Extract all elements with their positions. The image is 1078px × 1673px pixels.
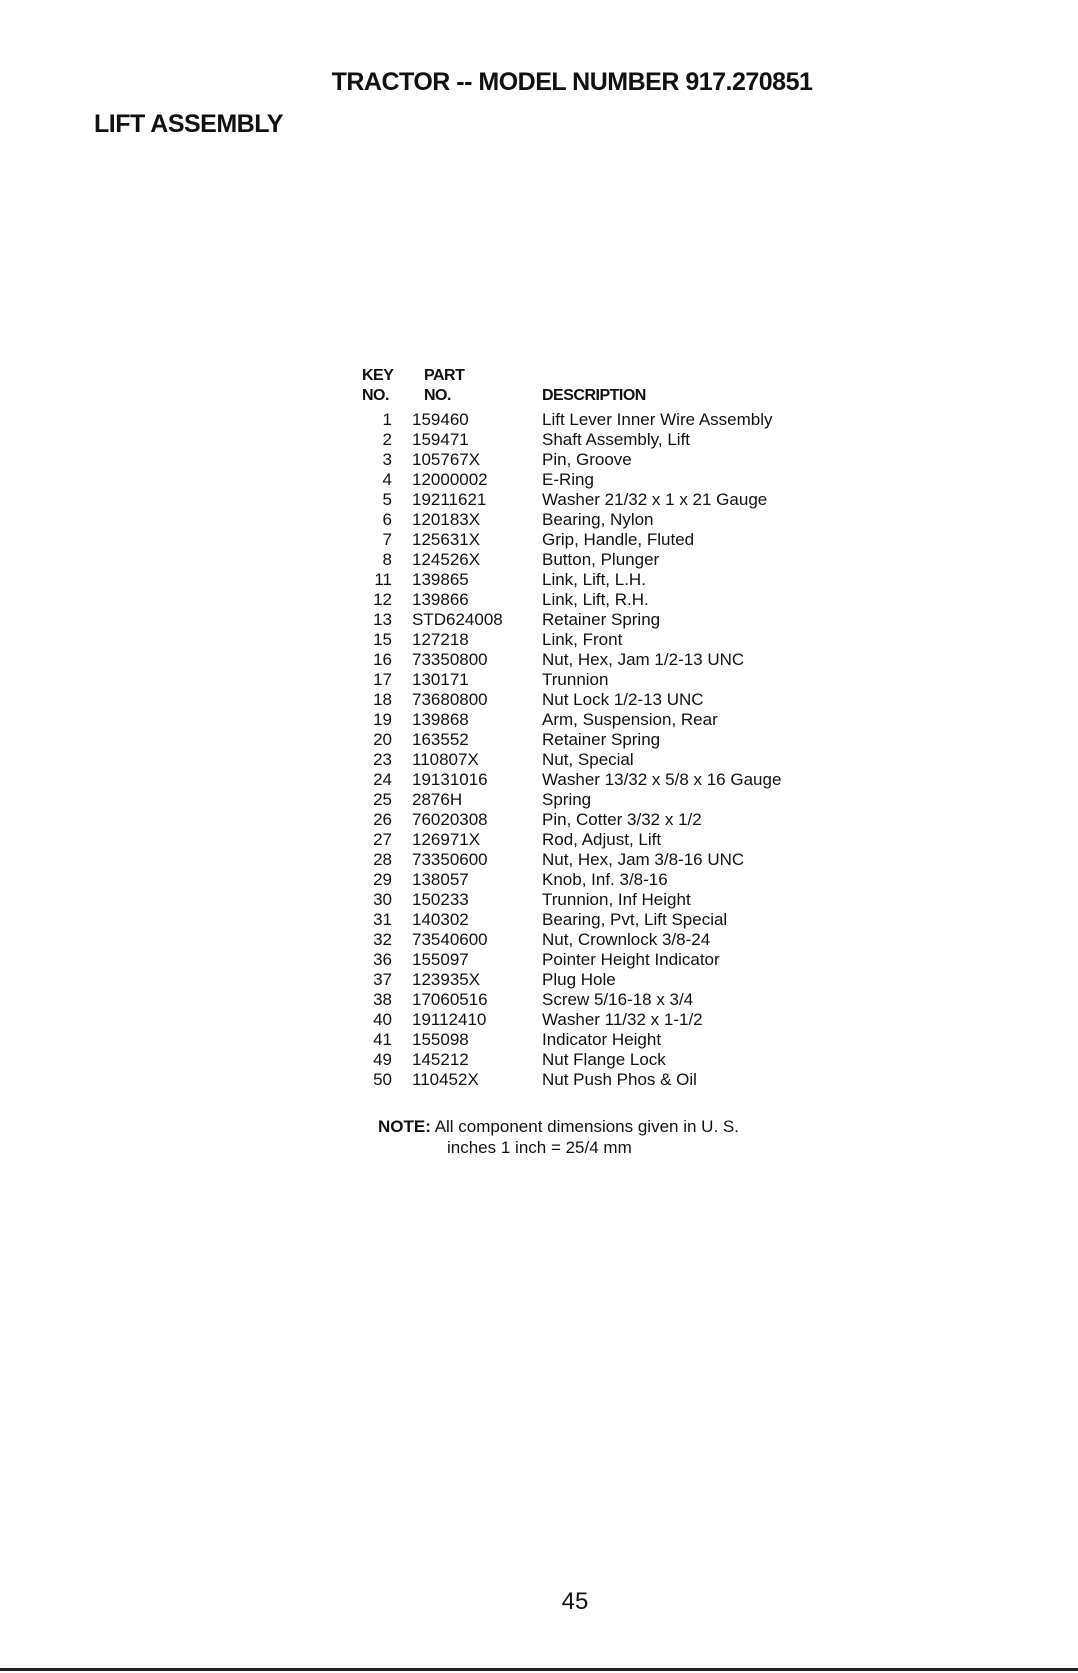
part-number: 163552: [412, 730, 469, 749]
part-number: 139865: [412, 570, 469, 589]
part-number: 19131016: [412, 770, 488, 789]
part-number: 150233: [412, 890, 469, 909]
key-number: 26: [373, 810, 392, 829]
part-number: 110807X: [412, 750, 479, 769]
key-number: 3: [382, 450, 392, 469]
dimensions-note: [378, 1116, 739, 1158]
key-number: 4: [382, 470, 392, 489]
key-number: 37: [373, 970, 392, 989]
part-description: Nut, Hex, Jam 1/2-13 UNC: [542, 650, 745, 669]
part-description: Link, Lift, L.H.: [542, 570, 646, 589]
key-number: 20: [373, 730, 392, 749]
part-description: Nut Flange Lock: [542, 1050, 666, 1069]
key-number: 17: [373, 670, 392, 689]
key-number: 2: [382, 430, 392, 449]
part-number: 120183X: [412, 510, 481, 529]
key-number: 25: [373, 790, 392, 809]
part-description: Indicator Height: [542, 1030, 662, 1049]
part-description: Trunnion: [542, 670, 609, 689]
part-description: Bearing, Pvt, Lift Special: [542, 910, 728, 929]
part-description: Pointer Height Indicator: [542, 950, 720, 969]
key-number: 49: [373, 1050, 392, 1069]
part-description: Arm, Suspension, Rear: [542, 710, 718, 729]
part-number: 17060516: [412, 990, 488, 1009]
part-number: 126971X: [412, 830, 481, 849]
key-number: 15: [373, 630, 392, 649]
description-header: DESCRIPTION: [542, 387, 646, 404]
part-description: Retainer Spring: [542, 730, 661, 749]
part-number: 130171: [412, 670, 469, 689]
key-number: 40: [373, 1010, 392, 1029]
part-description: Nut, Crownlock 3/8-24: [542, 930, 711, 949]
part-number: 123935X: [412, 970, 481, 989]
key-number: 36: [373, 950, 392, 969]
part-description: Button, Plunger: [542, 550, 660, 569]
part-number: 105767X: [412, 450, 481, 469]
part-number: 139866: [412, 590, 469, 609]
key-number: 8: [382, 550, 392, 569]
part-number: 139868: [412, 710, 469, 729]
part-number: 155098: [412, 1030, 469, 1049]
key-number: 18: [373, 690, 392, 709]
key-number: 28: [373, 850, 392, 869]
key-number: 50: [373, 1070, 392, 1089]
part-description: Washer 13/32 x 5/8 x 16 Gauge: [542, 770, 782, 789]
part-number: 76020308: [412, 810, 488, 829]
part-number: 110452X: [412, 1070, 479, 1089]
key-number: 13: [373, 610, 392, 629]
part-description: Nut Push Phos & Oil: [542, 1070, 697, 1089]
part-number: 73680800: [412, 690, 488, 709]
part-no-header-line2: NO.: [424, 387, 451, 404]
part-description: Screw 5/16-18 x 3/4: [542, 990, 694, 1009]
key-number: 16: [373, 650, 392, 669]
key-number: 11: [374, 570, 392, 589]
key-number: 31: [373, 910, 392, 929]
key-number: 19: [373, 710, 392, 729]
key-number: 1: [382, 410, 392, 429]
part-description: Trunnion, Inf Height: [542, 890, 691, 909]
part-number: 140302: [412, 910, 469, 929]
part-number: 155097: [412, 950, 469, 969]
part-number: 12000002: [412, 470, 488, 489]
key-no-header-line2: NO.: [362, 387, 389, 404]
key-number: 6: [382, 510, 392, 529]
page-number: 45: [561, 1588, 589, 1615]
part-description: Rod, Adjust, Lift: [542, 830, 662, 849]
part-description: Shaft Assembly, Lift: [542, 430, 691, 449]
part-no-header-line1: PART: [424, 367, 465, 384]
key-number: 23: [373, 750, 392, 769]
key-number: 12: [373, 590, 392, 609]
part-number: 19211621: [412, 490, 487, 509]
part-description: Plug Hole: [542, 970, 616, 989]
key-number: 30: [373, 890, 392, 909]
part-number: STD624008: [412, 610, 503, 629]
part-number: 73350800: [412, 650, 488, 669]
part-description: Pin, Cotter 3/32 x 1/2: [542, 810, 702, 829]
key-number: 27: [373, 830, 392, 849]
note-line1: All component dimensions given in U. S.: [434, 1117, 739, 1136]
part-description: Grip, Handle, Fluted: [542, 530, 695, 549]
part-description: Washer 21/32 x 1 x 21 Gauge: [542, 490, 768, 509]
key-number: 5: [382, 490, 392, 509]
key-number: 41: [373, 1030, 392, 1049]
key-number: 29: [373, 870, 392, 889]
part-number: 127218: [412, 630, 469, 649]
section-title: LIFT ASSEMBLY: [94, 110, 283, 138]
part-number: 125631X: [412, 530, 481, 549]
part-number: 159460: [412, 410, 469, 429]
part-number: 2876H: [412, 790, 463, 809]
part-description: Retainer Spring: [542, 610, 661, 629]
note-line2: inches 1 inch = 25/4 mm: [447, 1138, 632, 1157]
part-description: Spring: [542, 790, 592, 809]
key-number: 38: [373, 990, 392, 1009]
part-number: 19112410: [412, 1010, 487, 1029]
key-number: 32: [373, 930, 392, 949]
key-number: 7: [382, 530, 392, 549]
part-description: Nut, Special: [542, 750, 634, 769]
part-description: Nut Lock 1/2-13 UNC: [542, 690, 704, 709]
part-number: 73350600: [412, 850, 488, 869]
part-number: 73540600: [412, 930, 488, 949]
key-no-header-line1: KEY: [362, 367, 394, 384]
part-number: 124526X: [412, 550, 481, 569]
part-description: Bearing, Nylon: [542, 510, 654, 529]
part-description: Knob, Inf. 3/8-16: [542, 870, 668, 889]
part-description: E-Ring: [542, 470, 594, 489]
page-bottom-border: [0, 1668, 1078, 1671]
part-description: Link, Front: [542, 630, 623, 649]
note-label: NOTE:: [378, 1117, 431, 1136]
key-number: 24: [373, 770, 392, 789]
part-description: Pin, Groove: [542, 450, 632, 469]
page-title: TRACTOR -- MODEL NUMBER 917.270851: [331, 68, 813, 96]
part-description: Nut, Hex, Jam 3/8-16 UNC: [542, 850, 745, 869]
part-number: 138057: [412, 870, 469, 889]
part-number: 159471: [412, 430, 469, 449]
part-description: Link, Lift, R.H.: [542, 590, 649, 609]
part-description: Lift Lever Inner Wire Assembly: [542, 410, 773, 429]
part-number: 145212: [412, 1050, 469, 1069]
part-description: Washer 11/32 x 1-1/2: [542, 1010, 703, 1029]
